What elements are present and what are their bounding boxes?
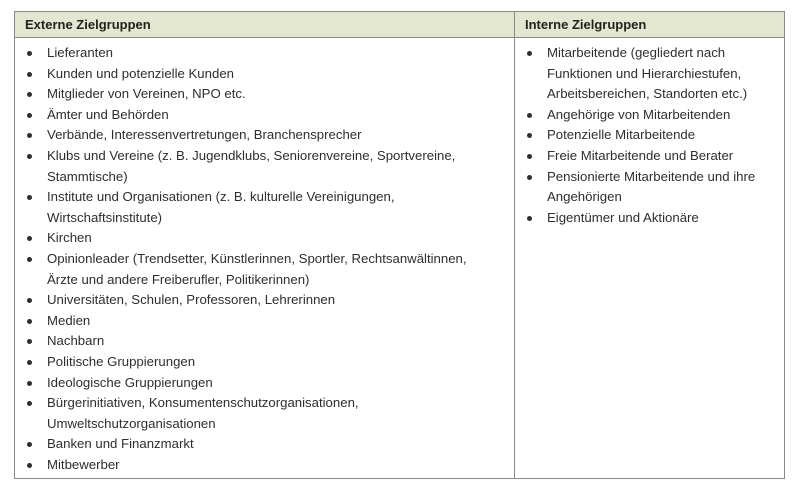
bullet-icon bbox=[527, 216, 532, 221]
list-item bbox=[515, 43, 784, 105]
bullet-icon bbox=[27, 113, 32, 118]
bullet-icon bbox=[27, 360, 32, 365]
bullet-icon bbox=[27, 92, 32, 97]
list-item-text: Bürgerinitiativen, Konsumentenschutzorganisationen, Umweltschutzorganisationen bbox=[47, 395, 359, 431]
external-list bbox=[15, 43, 514, 475]
list-item-text: Medien bbox=[47, 312, 91, 328]
list-item bbox=[15, 373, 514, 394]
bullet-icon bbox=[27, 401, 32, 406]
list-item-text: Mitglieder von Vereinen, NPO etc. bbox=[47, 86, 246, 102]
list-item bbox=[15, 290, 514, 311]
bullet-icon bbox=[27, 463, 32, 468]
external-header: Externe Zielgruppen bbox=[15, 12, 515, 38]
list-item bbox=[15, 64, 514, 85]
list-item bbox=[15, 84, 514, 105]
list-item-text: Verbände, Interessenvertretungen, Branchensprecher bbox=[47, 127, 362, 143]
bullet-icon bbox=[27, 339, 32, 344]
target-groups-table bbox=[14, 11, 785, 479]
list-item-text: Ideologische Gruppierungen bbox=[47, 374, 213, 390]
list-item-text: Universitäten, Schulen, Professoren, Lehrerinnen bbox=[47, 292, 336, 308]
list-item bbox=[515, 105, 784, 126]
list-item bbox=[515, 125, 784, 146]
list-item bbox=[15, 434, 514, 455]
list-item-text: Politische Gruppierungen bbox=[47, 353, 196, 369]
bullet-icon bbox=[27, 133, 32, 138]
list-item-text: Kirchen bbox=[47, 230, 92, 246]
list-item-text: Eigentümer und Aktionäre bbox=[547, 209, 699, 225]
list-item-text: Mitarbeitende (gegliedert nach Funktionen und Hierarchiestufen, Arbeitsbereichen, Standorten etc.) bbox=[547, 45, 748, 102]
internal-cell bbox=[515, 38, 784, 478]
list-item-text: Kunden und potenzielle Kunden bbox=[47, 65, 234, 81]
list-item bbox=[15, 125, 514, 146]
bullet-icon bbox=[527, 133, 532, 138]
list-item-text: Banken und Finanzmarkt bbox=[47, 436, 194, 452]
list-item-text: Angehörige von Mitarbeitenden bbox=[547, 106, 731, 122]
list-item-text: Potenzielle Mitarbeitende bbox=[547, 127, 696, 143]
list-item bbox=[15, 352, 514, 373]
list-item-text: Institute und Organisationen (z. B. kulturelle Vereinigungen, Wirtschaftsinstitute) bbox=[47, 189, 395, 225]
list-item bbox=[15, 187, 514, 228]
list-item-text: Lieferanten bbox=[47, 45, 113, 60]
bullet-icon bbox=[27, 72, 32, 77]
list-item bbox=[15, 393, 514, 434]
list-item bbox=[515, 208, 784, 229]
bullet-icon bbox=[527, 175, 532, 180]
bullet-icon bbox=[27, 195, 32, 200]
list-item bbox=[15, 331, 514, 352]
list-item-text: Opinionleader (Trendsetter, Künstlerinnen, Sportler, Rechtsanwältinnen, Ärzte und andere Freiberufler, Politikerinnen) bbox=[47, 250, 467, 287]
list-item bbox=[15, 105, 514, 126]
external-cell bbox=[15, 38, 515, 478]
list-item bbox=[15, 228, 514, 249]
bullet-icon bbox=[527, 51, 532, 56]
bullet-icon bbox=[27, 51, 32, 56]
list-item bbox=[15, 146, 514, 187]
list-item bbox=[15, 455, 514, 476]
list-item-text: Mitbewerber bbox=[47, 456, 120, 472]
list-item-text: Klubs und Vereine (z. B. Jugendklubs, Seniorenvereine, Sportvereine, Stammtische) bbox=[47, 147, 456, 184]
bullet-icon bbox=[527, 154, 532, 159]
internal-list bbox=[515, 43, 784, 228]
bullet-icon bbox=[27, 442, 32, 447]
list-item-text: Ämter und Behörden bbox=[47, 106, 169, 122]
list-item bbox=[15, 311, 514, 332]
bullet-icon bbox=[527, 113, 532, 118]
list-item bbox=[515, 167, 784, 208]
bullet-icon bbox=[27, 381, 32, 386]
list-item-text: Freie Mitarbeitende und Berater bbox=[547, 147, 734, 163]
bullet-icon bbox=[27, 298, 32, 303]
bullet-icon bbox=[27, 236, 32, 241]
bullet-icon bbox=[27, 154, 32, 159]
bullet-icon bbox=[27, 319, 32, 324]
list-item-text: Pensionierte Mitarbeitende und ihre Angehörigen bbox=[547, 168, 756, 205]
bullet-icon bbox=[27, 257, 32, 262]
list-item bbox=[15, 249, 514, 290]
list-item bbox=[515, 146, 784, 167]
list-item bbox=[15, 43, 514, 64]
internal-header: Interne Zielgruppen bbox=[515, 12, 784, 38]
list-item-text: Nachbarn bbox=[47, 333, 105, 349]
